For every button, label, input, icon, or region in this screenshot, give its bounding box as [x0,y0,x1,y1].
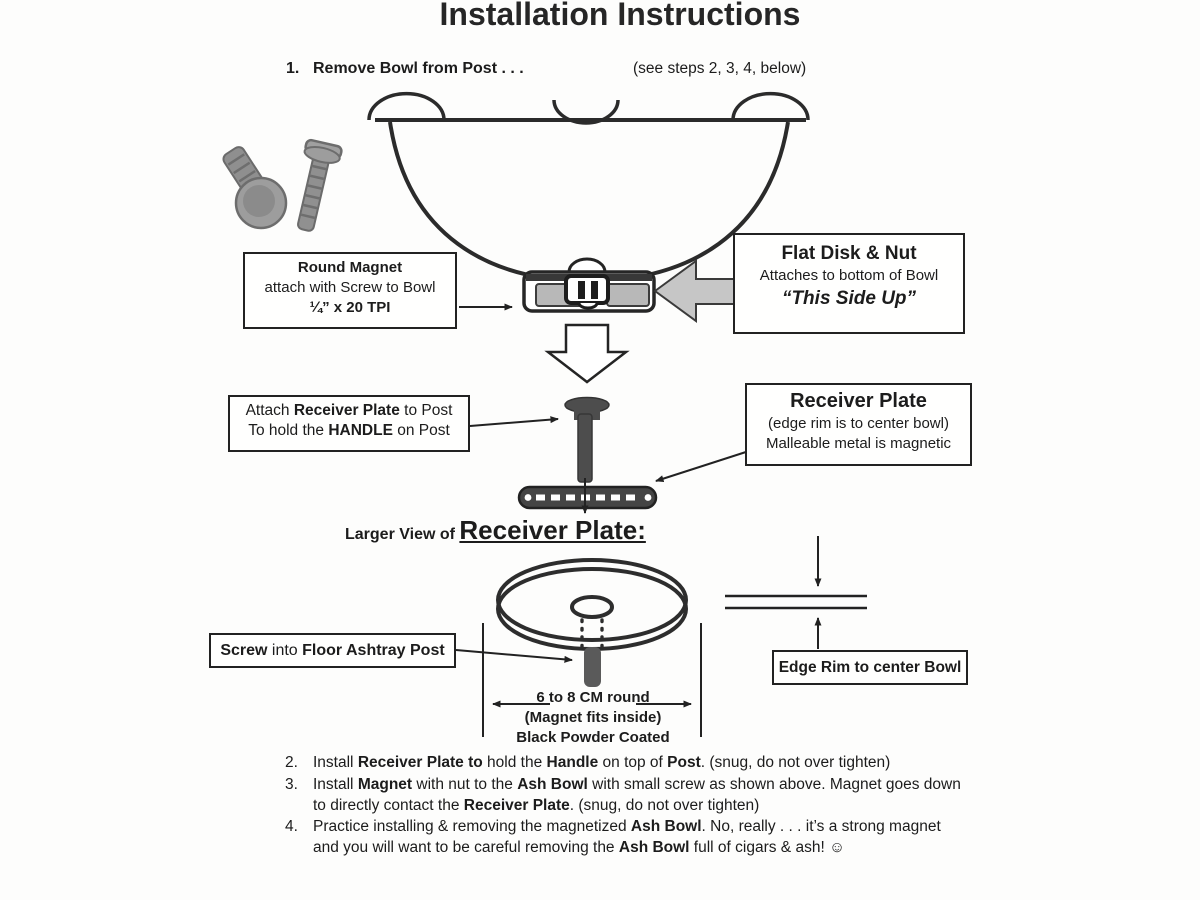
nut-dome [569,259,605,272]
receiver-plate-line3: Malleable metal is magnetic [765,435,952,453]
step-2 [285,753,975,774]
round-magnet-line3: ¼” x 20 TPI [309,298,391,316]
flat-disk-callout [733,233,965,334]
screw-shaft-side [578,414,592,482]
edge-rim-callout [772,650,968,685]
receiver-screw-side-view [565,398,609,483]
flat-disk-line2: Attaches to bottom of Bowl [759,267,939,285]
flat-disk-line3: “This Side Up” [781,287,917,309]
bowl-right-rest [733,94,808,120]
diameter-line3: Black Powder Coated [516,728,670,746]
attach-connector-arrow [470,419,558,426]
magnet-assembly [524,259,654,311]
receiver-plate-callout [745,383,972,466]
receiver-plate-title: Receiver Plate [790,390,927,412]
step-4 [285,817,975,859]
bowl-left-rest [369,94,444,120]
step-3 [285,775,975,817]
receiver-plate-connector-arrow [656,451,749,481]
diameter-line1: 6 to 8 CM round [536,689,650,706]
screw-into-post-callout: Screw into Floor Ashtray Post [209,633,456,668]
attach-receiver-callout [228,395,470,452]
diameter-note [488,688,698,748]
screws-photo [221,139,342,234]
receiver-plate-side-view [519,487,656,508]
diameter-line2: (Magnet fits inside) [524,708,662,726]
edge-rim-text: Edge Rim to center Bowl [778,659,962,676]
receiver-plate-large-view [498,560,686,687]
step-4-number: 4. [285,818,298,836]
hollow-down-arrow-icon [548,325,626,382]
larger-view-heading [345,515,646,546]
step-4-text: Practice installing & removing the magnetized Ash Bowl. No, really . . . it’s a strong magnet and you will want to be careful removing the Ash Bowl full of cigars & ash! ☺ [313,818,941,857]
step1-note: (see steps 2, 3, 4, below) [633,60,807,77]
round-magnet-callout [243,252,457,329]
receiver-plate-line2: (edge rim is to center bowl) [768,415,949,433]
edge-rim-drawing [725,536,867,649]
larger-view-prefix: Larger View of [345,526,460,543]
page-title: Installation Instructions [439,0,801,32]
attach-line2: To hold the HANDLE on Post [248,422,450,440]
steps-list [285,753,975,860]
smiley-icon: ☺ [829,839,845,857]
step-2-number: 2. [285,754,298,771]
step-3-text: Install Magnet with nut to the Ash Bowl with small screw as shown above. Magnet goes down to directly contact the Receiver Plate. (snug, do not over tighten) [313,775,961,814]
step-3-number: 3. [285,775,298,793]
round-magnet-line2: attach with Screw to Bowl [264,278,436,296]
flat-disk-title: Flat Disk & Nut [781,243,917,264]
step1-number: 1. [286,60,300,77]
screw-box-connector-arrow [456,650,572,660]
disk-center-hole [572,597,612,617]
center-nut [566,276,608,303]
round-magnet-title: Round Magnet [297,259,403,276]
step1-text: Remove Bowl from Post . . . [313,60,524,77]
larger-view-title: Receiver Plate: [459,515,646,545]
right-magnet [607,284,649,306]
attach-line1: Attach Receiver Plate to Post [245,402,453,419]
disk-screw-post [584,647,601,687]
step-2-text: Install Receiver Plate to hold the Handle on top of Post. (snug, do not over tighten) [313,754,891,771]
